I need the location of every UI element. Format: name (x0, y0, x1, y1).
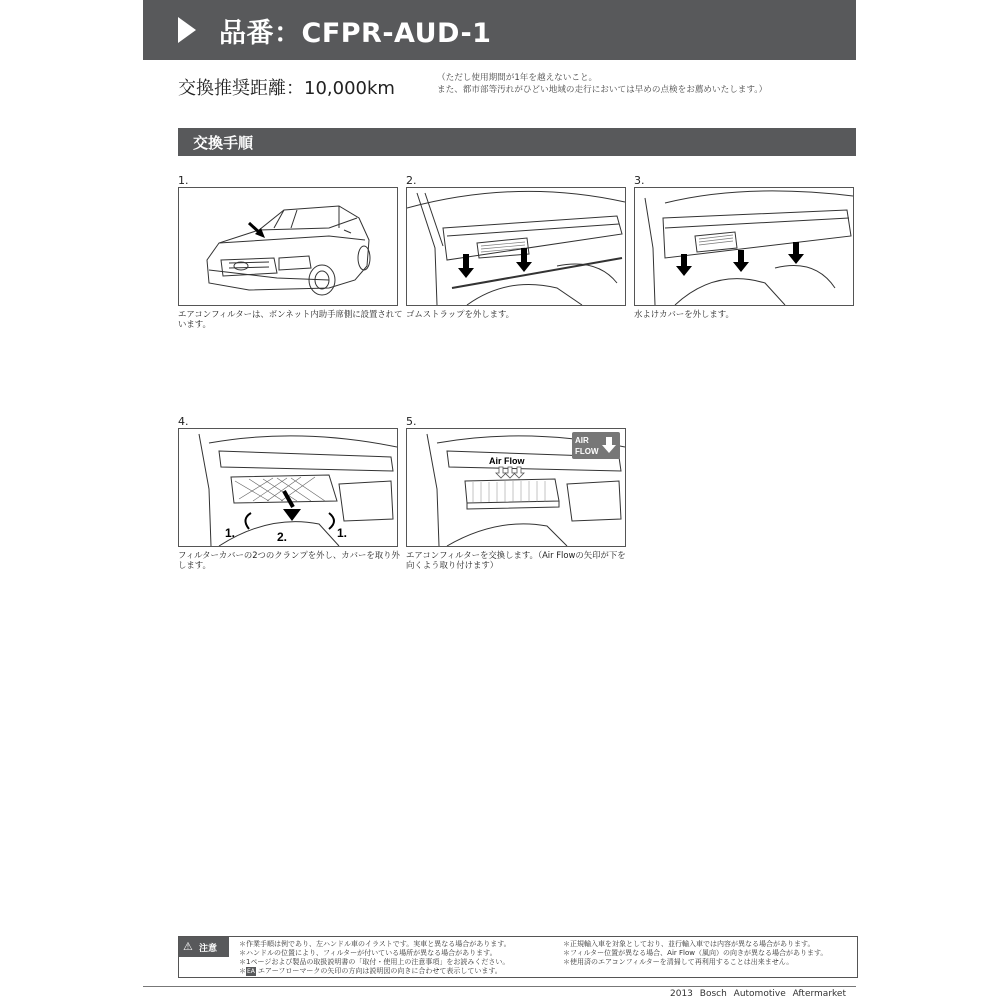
svg-text:FLOW: FLOW (575, 447, 599, 456)
footer-divider (143, 986, 856, 987)
step-number: 2. (406, 174, 417, 187)
caution-label: 注意 (199, 944, 218, 954)
interval-label: 交換推奨距離：10,000km (178, 78, 395, 99)
step-number: 1. (178, 174, 189, 187)
filter-cover-illustration (179, 429, 397, 546)
step-caption: 水よけカバーを外します。 (634, 309, 734, 319)
caution-note: ＊EA エアーフローマークの矢印の方向は説明図の向きに合わせて表示しています。 (239, 967, 502, 975)
cover-label: 2. (277, 530, 288, 544)
step-number: 5. (406, 415, 417, 428)
interval-note-line: また、都市部等汚れがひどい地域の走行においては早めの点検をお薦めいたします。） (437, 85, 768, 95)
caution-notes-right (563, 940, 827, 967)
footer-company: Bosch Automotive Aftermarket (699, 989, 846, 999)
caution-box (178, 936, 858, 978)
svg-text:AIR: AIR (575, 436, 589, 445)
procedure-section-header (178, 128, 856, 156)
play-arrow-icon (178, 17, 196, 43)
caution-tag (179, 937, 229, 957)
product-number-title: 品番：CFPR-AUD-1 (219, 18, 492, 49)
step-illustration (634, 187, 854, 306)
warning-triangle-icon: ⚠ (183, 940, 193, 953)
step-caption: エアコンフィルターは、ボンネット内助手席側に設置されています。 (178, 309, 403, 329)
car-illustration (179, 188, 397, 305)
caution-note: ＊ハンドルの位置により、フィルターが付いている場所が異なる場合があります。 (239, 949, 497, 957)
clamp-label: 1. (337, 526, 348, 540)
footer (670, 989, 846, 999)
step-illustration (178, 428, 398, 547)
interval-note-line: （ただし使用期間が1年を越えないこと。 (437, 73, 598, 83)
filter-replacement-illustration (407, 429, 625, 546)
caution-note: ＊使用済のエアコンフィルターを清掃して再利用することは出来ません。 (563, 958, 794, 966)
water-cover-illustration (635, 188, 853, 305)
footer-year: 2013 (670, 989, 693, 999)
step-number: 3. (634, 174, 645, 187)
step-caption: エアコンフィルターを交換します。（Air Flowの矢印が下を向くよう取り付けます） (406, 550, 626, 570)
airflow-badge (572, 432, 620, 459)
product-number-banner (143, 0, 856, 60)
airflow-mark-icon: EA (247, 968, 255, 975)
caution-note: ＊フィルター位置が異なる場合、Air Flow（風向）の向きが異なる場合があります。 (563, 949, 828, 957)
interval-note (437, 72, 767, 96)
clamp-label: 1. (225, 526, 236, 540)
airflow-label: Air Flow (489, 456, 525, 466)
section-title: 交換手順 (193, 134, 254, 152)
caution-note: ＊1ページおよび製品の取扱説明書の「取付・使用上の注意事項」をお読みください。 (239, 958, 510, 966)
step-caption: フィルターカバーの2つのクランプを外し、カバーを取り外します。 (178, 550, 400, 570)
caution-note: ＊作業手順は例であり、左ハンドル車のイラストです。実車と異なる場合があります。 (239, 940, 511, 948)
step-caption: ゴムストラップを外します。 (406, 309, 515, 319)
rubber-strap-illustration (407, 188, 625, 305)
caution-notes-left (239, 940, 511, 976)
caution-note: ＊正規輸入車を対象としており、並行輸入車では内容が異なる場合があります。 (563, 940, 815, 948)
step-illustration (406, 187, 626, 306)
recommended-interval (178, 72, 858, 104)
step-illustration (406, 428, 626, 547)
step-illustration (178, 187, 398, 306)
step-number: 4. (178, 415, 189, 428)
